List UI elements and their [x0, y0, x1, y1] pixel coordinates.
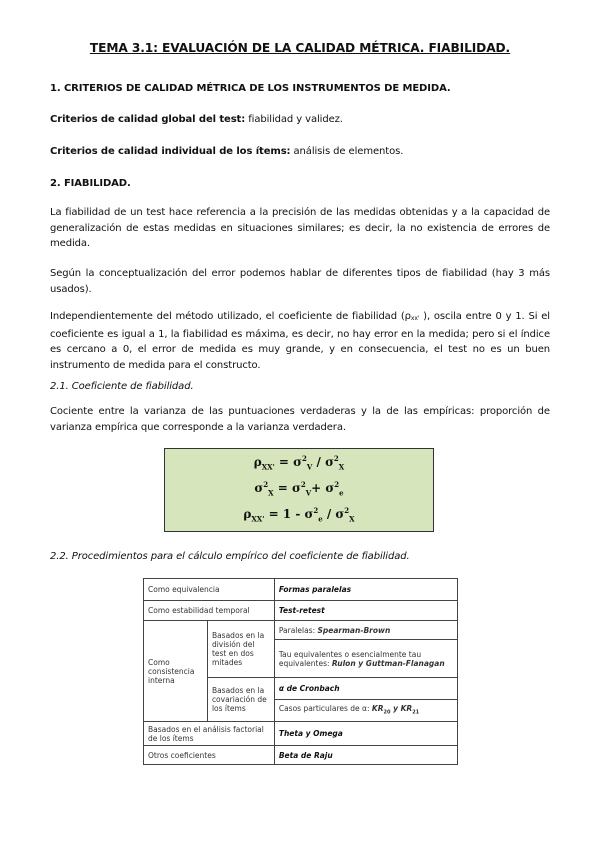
table-cell: α de Cronbach: [274, 678, 457, 700]
table-cell: Basados en la división del test en dos mitades: [207, 621, 274, 678]
subsection-2-2-heading: 2.2. Procedimientos para el cálculo empírico del coeficiente de fiabilidad.: [50, 551, 410, 562]
table-row: [144, 722, 458, 746]
page-title: TEMA 3.1: EVALUACIÓN DE LA CALIDAD MÉTRICA. FIABILIDAD.: [89, 41, 511, 55]
table-cell: Basados en la covariación de los ítems: [207, 678, 274, 722]
paragraph-reliability-definition: La fiabilidad de un test hace referencia a la precisión de las medidas obtenidas y a la capacidad de generalización de estas medidas en situaciones similares; es decir, la no existencia de errores de medida.: [50, 207, 550, 250]
individual-criteria-text: análisis de elementos.: [290, 146, 404, 157]
p3-part-a: Independientemente del método utilizado, el coeficiente de fiabilidad (ρ: [50, 311, 411, 322]
global-criteria-text: fiabilidad y validez.: [245, 114, 343, 125]
table-cell: Beta de Raju: [274, 746, 457, 765]
global-criteria-label: Criterios de calidad global del test:: [50, 114, 246, 125]
table-cell: Otros coeficientes: [144, 746, 275, 765]
paragraph-coefficient-definition: Cociente entre la varianza de las puntuaciones verdaderas y la de las empíricas: proporción de varianza empírica que corresponde a la varianza verdadera.: [50, 406, 550, 433]
section-2-heading: 2. FIABILIDAD.: [50, 178, 131, 189]
table-cell: Como estabilidad temporal: [144, 601, 275, 621]
table-cell: Basados en el análisis factorial de los ítems: [144, 722, 275, 746]
section-1-heading: 1. CRITERIOS DE CALIDAD MÉTRICA DE LOS INSTRUMENTOS DE MEDIDA.: [50, 83, 451, 94]
individual-criteria-line: [50, 146, 403, 157]
table-cell: Paralelas: Spearman-Brown: [274, 621, 457, 640]
subsection-2-1-heading: 2.1. Coeficiente de fiabilidad.: [50, 381, 194, 392]
p3-subscript: xx': [410, 315, 420, 322]
table-row: [144, 621, 458, 640]
procedures-table: [143, 578, 458, 765]
table-cell: Theta y Omega: [274, 722, 457, 746]
global-criteria-line: [50, 114, 343, 125]
table-cell: Formas paralelas: [274, 579, 457, 601]
formula-1: $\rho_{XX'} = \sigma^2_V / \sigma^2_X$: [253, 454, 345, 472]
table-row: [144, 579, 458, 601]
formula-box: [164, 448, 434, 532]
table-row: [144, 746, 458, 765]
paragraph-coefficient-range: [50, 309, 550, 373]
individual-criteria-label: Criterios de calidad individual de los ítems:: [50, 146, 291, 157]
formula-3: $\rho_{XX'} = 1 - \sigma^2_e / \sigma^2_X$: [243, 506, 355, 524]
table-cell: Tau equivalentes o esencialmente tau equivalentes: Rulon y Guttman-Flanagan: [274, 640, 457, 678]
table-row: [144, 601, 458, 621]
table-cell: Casos particulares de α: $KR_{20}$ y $KR_{21}$: [274, 700, 457, 722]
formula-2: $\sigma^2_X = \sigma^2_V+ \sigma^2_e$: [254, 480, 344, 498]
table-cell: Como consistencia interna: [144, 621, 208, 722]
p3-part-b: ), oscila entre 0 y 1. Si el coeficiente es igual a 1, la fiabilidad es máxima, es decir, no hay error en la medida; pero si el índice es cercano a 0, el error de medida es muy grande, y en consecuencia, el test no es un buen instrumento de medida para el constructo.: [50, 311, 550, 371]
paragraph-error-types: Según la conceptualización del error podemos hablar de diferentes tipos de fiabilidad (hay 3 más usados).: [50, 268, 550, 295]
table-cell: Como equivalencia: [144, 579, 275, 601]
table-cell: Test-retest: [274, 601, 457, 621]
